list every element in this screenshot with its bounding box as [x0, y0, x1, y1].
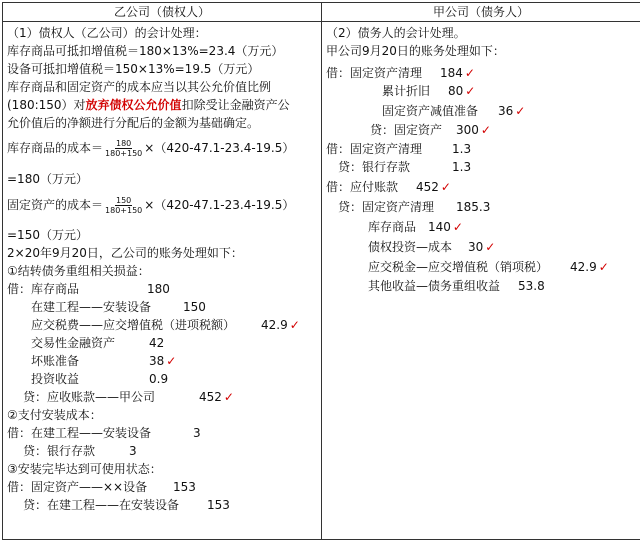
entry-debit-fixed-asset: 借：固定资产——××设备	[7, 480, 148, 494]
creditor-heading: （1）债权人（乙公司）的会计处理：	[7, 26, 207, 40]
debtor-cell	[322, 22, 640, 540]
entry-debit-disposal: 借：固定资产清理	[326, 66, 423, 80]
entry-amount: 180	[147, 282, 170, 296]
check-mark-icon: ✓	[485, 240, 496, 254]
entry-amount: 42	[149, 336, 165, 350]
entry-credit-receivable: 贷：应收账款——甲公司	[23, 390, 156, 404]
check-mark-icon: ✓	[289, 318, 300, 332]
debtor-intro: 甲公司9月20日的账务处理如下：	[326, 44, 505, 58]
entry-amount: 80 ✓	[448, 84, 476, 98]
check-mark-icon: ✓	[223, 390, 234, 404]
entry-amount: 184 ✓	[440, 66, 475, 80]
entry-amount: 140 ✓	[428, 220, 463, 234]
entry-investment-income: 投资收益	[31, 372, 80, 386]
check-mark-icon: ✓	[464, 66, 475, 80]
entry-amount: 53.8	[518, 279, 545, 293]
entry-amount: 42.9 ✓	[570, 260, 609, 274]
fixed-asset-cost-result: =150（万元）	[7, 228, 88, 242]
entry-amount: 38 ✓	[149, 354, 177, 368]
fraction: $\frac{180}{180+150}$	[105, 139, 143, 158]
equipment-vat-line: 设备可抵扣增值税＝150×13%=19.5（万元）	[7, 62, 260, 76]
entry-credit-fixed-asset: 贷：固定资产	[370, 123, 443, 137]
entry-amount: 3	[193, 426, 201, 440]
entries-intro: 2×20年9月20日，乙公司的账务处理如下：	[7, 246, 243, 260]
entry-bad-debt: 坏账准备	[31, 354, 80, 368]
entry-credit-disposal: 贷：固定资产清理	[338, 200, 435, 214]
entry-amount: 153	[173, 480, 196, 494]
step-2-title: ②支付安装成本：	[7, 408, 102, 422]
check-mark-icon: ✓	[452, 220, 463, 234]
entry-amount: 36 ✓	[498, 104, 526, 118]
entry-amount: 42.9 ✓	[261, 318, 300, 332]
entry-amount: 30 ✓	[468, 240, 496, 254]
step-1-title: ①结转债务重组相关损益：	[7, 264, 150, 278]
entry-credit-bank: 贷：银行存款	[23, 444, 96, 458]
entry-trading-assets: 交易性金融资产	[31, 336, 116, 350]
entry-amount: 0.9	[149, 372, 169, 386]
allocation-text-3: 允价值后的净额进行分配后的金额为基础确定。	[7, 116, 260, 130]
entry-amount: 185.3	[456, 200, 491, 214]
entry-restructuring-gain: 其他收益—债务重组收益	[368, 279, 501, 293]
journal-table	[2, 2, 640, 540]
inventory-vat-line: 库存商品可抵扣增值税＝180×13%=23.4（万元）	[7, 44, 284, 58]
inventory-cost-formula: 库存商品的成本＝ $\frac{180}{180+150}$ ×（420-47.1-23.4-19.5）	[7, 139, 295, 158]
allocation-text-2: (180:150）对放弃债权公允价值扣除受让金融资产公	[7, 98, 290, 112]
allocation-text-1: 库存商品和固定资产的成本应当以其公允价值比例	[7, 80, 272, 94]
entry-debit-payables: 借：应付账款	[326, 180, 399, 194]
entry-amount: 300 ✓	[456, 123, 491, 137]
check-mark-icon: ✓	[465, 84, 476, 98]
highlight-fair-value: 放弃债权公允价值	[85, 98, 182, 112]
entry-debit-disposal-2: 借：固定资产清理	[326, 142, 423, 156]
entry-input-vat: 应交税费——应交增值税（进项税额）	[31, 318, 236, 332]
entry-accum-depreciation: 累计折旧	[382, 84, 431, 98]
entry-debit-construction: 借：在建工程——安装设备	[7, 426, 152, 440]
entry-amount: 452 ✓	[416, 180, 451, 194]
check-mark-icon: ✓	[515, 104, 526, 118]
check-mark-icon: ✓	[480, 123, 491, 137]
entry-credit-bank: 贷：银行存款	[338, 160, 411, 174]
entry-debt-investment: 债权投资—成本	[368, 240, 453, 254]
debtor-heading: （2）债务人的会计处理。	[326, 26, 466, 40]
check-mark-icon: ✓	[598, 260, 609, 274]
entry-output-vat: 应交税金—应交增值税（销项税）	[368, 260, 549, 274]
entry-credit-construction: 贷：在建工程——在安装设备	[23, 498, 180, 512]
header-creditor: 乙公司（债权人）	[3, 3, 322, 22]
entry-amount: 1.3	[452, 142, 472, 156]
entry-amount: 1.3	[452, 160, 472, 174]
step-3-title: ③安装完毕达到可使用状态：	[7, 462, 162, 476]
entry-impairment: 固定资产减值准备	[382, 104, 479, 118]
fixed-asset-cost-formula: 固定资产的成本＝ $\frac{150}{180+150}$ ×（420-47.1-23.4-19.5）	[7, 196, 295, 215]
entry-construction: 在建工程——安装设备	[31, 300, 152, 314]
entry-amount: 150	[183, 300, 206, 314]
fraction: $\frac{150}{180+150}$	[105, 196, 143, 215]
entry-amount: 153	[207, 498, 230, 512]
inventory-cost-result: =180（万元）	[7, 172, 88, 186]
entry-amount: 452 ✓	[199, 390, 234, 404]
check-mark-icon: ✓	[440, 180, 451, 194]
entry-inventory: 库存商品	[368, 220, 417, 234]
entry-amount: 3	[129, 444, 137, 458]
entry-debit-inventory: 借：库存商品	[7, 282, 80, 296]
check-mark-icon: ✓	[166, 354, 177, 368]
header-debtor: 甲公司（债务人）	[322, 3, 640, 22]
creditor-cell	[3, 22, 322, 540]
